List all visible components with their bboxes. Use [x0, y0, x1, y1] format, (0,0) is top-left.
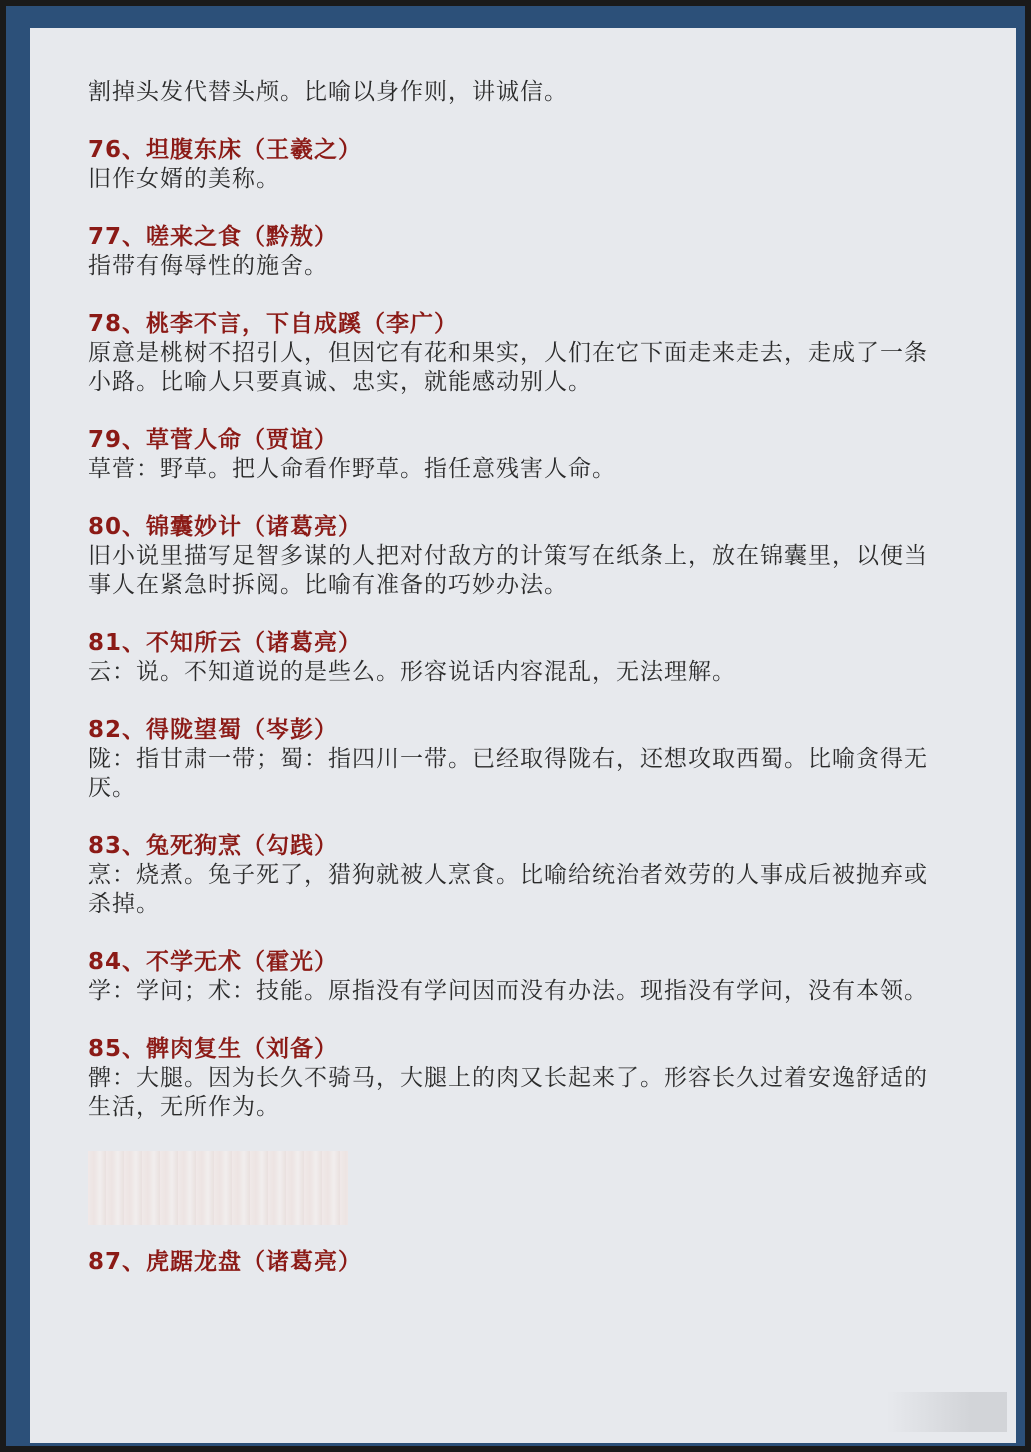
idiom-entry-80	[88, 513, 938, 600]
idiom-entry-76	[88, 136, 938, 194]
idiom-title: 79、草菅人命（贾谊）	[88, 427, 339, 453]
idiom-entry-84	[88, 948, 938, 1006]
idiom-entry-81	[88, 629, 938, 687]
idiom-title: 78、桃李不言，下自成蹊（李广）	[88, 311, 459, 337]
idiom-entry-82	[88, 716, 938, 803]
idiom-entry-79	[88, 426, 938, 484]
idiom-entry-77	[88, 223, 938, 281]
idiom-title-87: 87、虎踞龙盘（诸葛亮）	[88, 1249, 363, 1275]
idiom-definition: 烹：烧煮。兔子死了，猎狗就被人烹食。比喻给统治者效劳的人事成后被抛弃或杀掉。	[88, 862, 928, 917]
idiom-entry-83	[88, 832, 938, 919]
document-content	[88, 78, 938, 1300]
idiom-definition: 草菅：野草。把人命看作野草。指任意残害人命。	[88, 456, 616, 482]
idiom-entry-78	[88, 310, 938, 397]
idiom-title: 77、嗟来之食（黔敖）	[88, 224, 339, 250]
idiom-title: 83、兔死狗烹（勾践）	[88, 833, 339, 859]
blurred-entry-86	[88, 1151, 348, 1225]
idiom-title: 81、不知所云（诸葛亮）	[88, 630, 363, 656]
idiom-title: 85、髀肉复生（刘备）	[88, 1036, 339, 1062]
idiom-title: 84、不学无术（霍光）	[88, 949, 339, 975]
intro-text: 割掉头发代替头颅。比喻以身作则，讲诚信。	[88, 79, 568, 105]
idiom-definition: 髀：大腿。因为长久不骑马，大腿上的肉又长起来了。形容长久过着安逸舒适的生活，无所作为。	[88, 1065, 928, 1120]
idiom-definition: 学：学问；术：技能。原指没有学问因而没有办法。现指没有学问，没有本领。	[88, 978, 928, 1004]
idiom-title: 82、得陇望蜀（岑彭）	[88, 717, 339, 743]
idiom-title: 76、坦腹东床（王羲之）	[88, 137, 363, 163]
idiom-definition: 陇：指甘肃一带；蜀：指四川一带。已经取得陇右，还想攻取西蜀。比喻贪得无厌。	[88, 746, 928, 801]
idiom-entry-85	[88, 1035, 938, 1122]
idiom-definition: 云：说。不知道说的是些么。形容说话内容混乱，无法理解。	[88, 659, 736, 685]
idiom-title: 80、锦囊妙计（诸葛亮）	[88, 514, 363, 540]
idiom-definition: 指带有侮辱性的施舍。	[88, 253, 328, 279]
scroll-shadow	[887, 1392, 1007, 1432]
idiom-definition: 旧作女婿的美称。	[88, 166, 280, 192]
idiom-definition: 旧小说里描写足智多谋的人把对付敌方的计策写在纸条上，放在锦囊里，以便当事人在紧急时拆阅。比喻有准备的巧妙办法。	[88, 543, 928, 598]
idiom-definition: 原意是桃树不招引人，但因它有花和果实，人们在它下面走来走去，走成了一条小路。比喻人只要真诚、忠实，就能感动别人。	[88, 340, 928, 395]
